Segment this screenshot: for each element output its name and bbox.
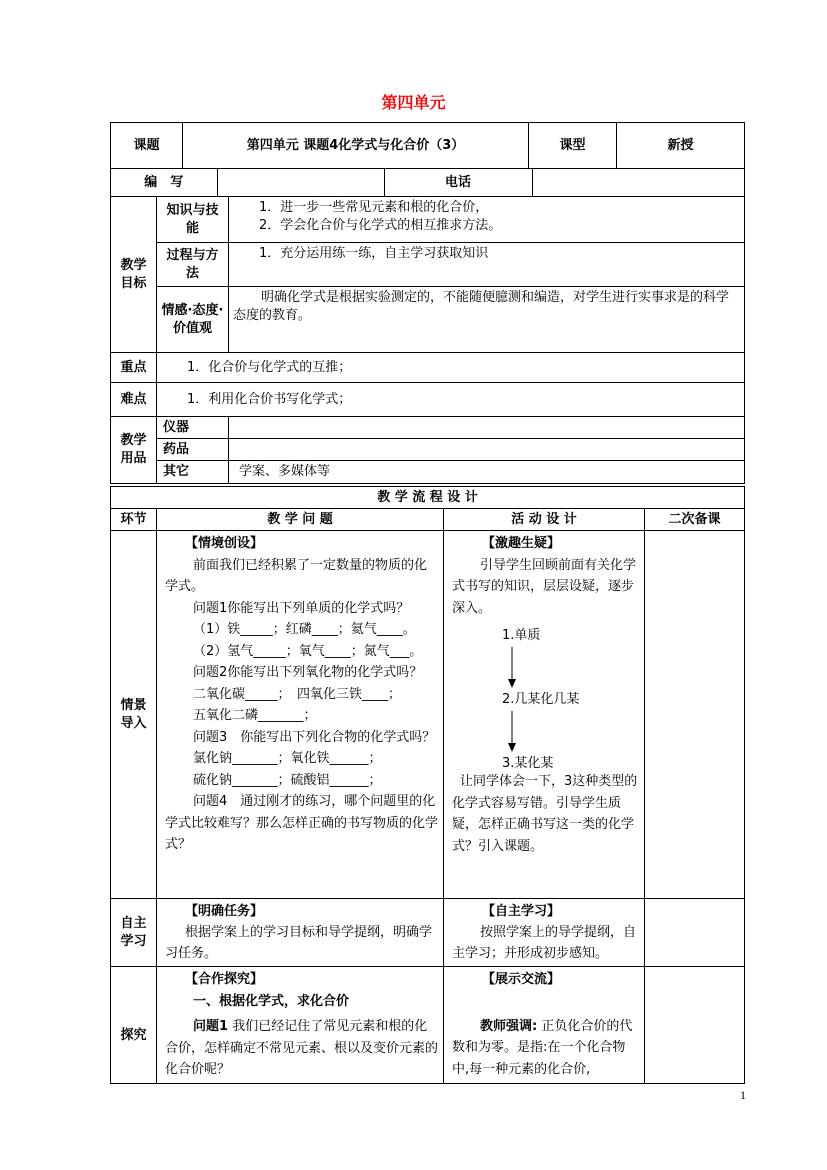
activity-step: 3.某化某 bbox=[502, 756, 554, 771]
type-label: 课型 bbox=[529, 123, 617, 169]
instruments-label: 仪器 bbox=[157, 417, 229, 439]
activity-title: 【自主学习】 bbox=[482, 904, 561, 919]
phone-label: 电话 bbox=[384, 169, 532, 196]
flow-row bbox=[111, 531, 745, 899]
header-table bbox=[110, 122, 745, 197]
arrow-down-icon bbox=[506, 711, 518, 753]
question-cell bbox=[157, 967, 444, 1084]
activity-title: 【激趣生疑】 bbox=[482, 536, 561, 551]
others-value: 学案、多媒体等 bbox=[229, 461, 745, 484]
phone-value bbox=[532, 169, 745, 196]
question-sub: 一、根据化学式，求化合价 bbox=[193, 993, 350, 1009]
flow-table bbox=[110, 486, 745, 1084]
question-bold: 问题1 bbox=[193, 1019, 229, 1034]
activity-steps bbox=[452, 619, 640, 771]
flow-row bbox=[111, 967, 745, 1084]
question-title: 【明确任务】 bbox=[185, 904, 264, 919]
page-number: 1 bbox=[740, 1088, 746, 1102]
emotion-label: 情感·态度·价值观 bbox=[157, 287, 229, 353]
difficulty-label: 难点 bbox=[111, 383, 157, 417]
question-line: 问题1你能写出下列单质的化学式吗？ bbox=[193, 600, 410, 616]
question-title: 【合作探究】 bbox=[185, 972, 264, 987]
medicines-value bbox=[229, 439, 745, 461]
activity-cell bbox=[444, 967, 645, 1084]
question-line: 二氧化碳_____； 四氧化三铁____； bbox=[193, 686, 402, 702]
goals-table bbox=[110, 196, 745, 484]
topic-value: 第四单元 课题4化学式与化合价（3） bbox=[183, 123, 529, 169]
question-cell bbox=[157, 531, 444, 899]
activity-text: 正负化合价的代数和为零。是指:在一个化合物中,每一种元素的化合价, bbox=[452, 1018, 633, 1077]
activity-text: 按照学案上的导学提纲，自主学习；并形成初步感知。 bbox=[452, 925, 637, 961]
activity-step: 1.单质 bbox=[502, 628, 541, 643]
key-point-text: 1．化合价与化学式的互推； bbox=[157, 353, 745, 383]
flow-heading: 教 学 流 程 设 计 bbox=[111, 487, 745, 509]
type-value: 新授 bbox=[617, 123, 745, 169]
question-cell bbox=[157, 899, 444, 967]
author-value bbox=[217, 169, 384, 196]
question-line: 前面我们已经积累了一定数量的物质的化学式。 bbox=[165, 557, 428, 594]
activity-outro: 让同学体会一下，3这种类型的化学式容易写错。引导学生质疑，怎样正确书写这一类的化学式？引入课题。 bbox=[452, 774, 638, 854]
activity-title: 【展示交流】 bbox=[482, 972, 561, 987]
knowledge-items bbox=[229, 197, 745, 243]
activity-intro: 引导学生回顾前面有关化学式书写的知识，层层设疑，逐步深入。 bbox=[452, 557, 637, 616]
notes-cell bbox=[645, 967, 745, 1084]
activity-cell bbox=[444, 531, 645, 899]
topic-label: 课题 bbox=[111, 123, 183, 169]
question-line: 硫化钠_______；硫酸铝______； bbox=[193, 772, 382, 788]
activity-bold: 教师强调: bbox=[480, 1018, 538, 1034]
knowledge-item: 1．进一步一些常见元素和根的化合价， bbox=[259, 200, 489, 215]
emotion-text: 明确化学式是根据实验测定的，不能随便臆测和编造，对学生进行实事求是的科学态度的教育。 bbox=[229, 287, 745, 353]
process-item: 1．充分运用练一练，自主学习获取知识 bbox=[229, 243, 745, 287]
author-label: 编 写 bbox=[111, 169, 217, 196]
notes-cell bbox=[645, 531, 745, 899]
question-text: 根据学案上的学习目标和导学提纲，明确学习任务。 bbox=[165, 925, 433, 961]
stage-label: 自主学习 bbox=[111, 899, 157, 967]
question-line: 问题4 通过刚才的练习，哪个问题里的化学式比较难写？那么怎样正确的书写物质的化学式？ bbox=[165, 794, 439, 852]
col-questions: 教 学 问 题 bbox=[157, 509, 444, 531]
stage-label: 探究 bbox=[111, 967, 157, 1084]
knowledge-label: 知识与技能 bbox=[157, 197, 229, 243]
question-line: 问题3 你能写出下列化合物的化学式吗？ bbox=[193, 729, 436, 745]
question-line: 问题2你能写出下列氧化物的化学式吗？ bbox=[193, 665, 423, 680]
question-line: 氯化钠_______；氧化铁______； bbox=[193, 751, 382, 766]
goals-label: 教学目标 bbox=[111, 197, 157, 353]
knowledge-item: 2．学会化合价与化学式的相互推求方法。 bbox=[259, 218, 502, 233]
question-text: 我们已经记住了常见元素和根的化合价，怎样确定不常见元素、根以及变价元素的化合价呢？ bbox=[165, 1019, 439, 1077]
question-title: 【情境创设】 bbox=[185, 536, 264, 551]
notes-cell bbox=[645, 899, 745, 967]
key-point-label: 重点 bbox=[111, 353, 157, 383]
question-line: （1）铁_____；红磷____；氦气____。 bbox=[193, 622, 416, 637]
process-label: 过程与方法 bbox=[157, 243, 229, 287]
difficulty-text: 1．利用化合价书写化学式； bbox=[157, 383, 745, 417]
activity-step: 2.几某化几某 bbox=[502, 692, 580, 707]
supplies-label: 教学用品 bbox=[111, 417, 157, 484]
others-label: 其它 bbox=[157, 461, 229, 484]
col-notes: 二次备课 bbox=[645, 509, 745, 531]
col-stage: 环节 bbox=[111, 509, 157, 531]
stage-label: 情景导入 bbox=[111, 531, 157, 899]
col-activity: 活 动 设 计 bbox=[444, 509, 645, 531]
medicines-label: 药品 bbox=[157, 439, 229, 461]
question-line: （2）氢气_____；氧气____；氮气___。 bbox=[193, 643, 423, 659]
page-title: 第四单元 bbox=[381, 93, 446, 112]
question-line: 五氧化二磷_______； bbox=[193, 708, 317, 723]
activity-cell bbox=[444, 899, 645, 967]
instruments-value bbox=[229, 417, 745, 439]
flow-row bbox=[111, 899, 745, 967]
arrow-down-icon bbox=[506, 647, 518, 689]
